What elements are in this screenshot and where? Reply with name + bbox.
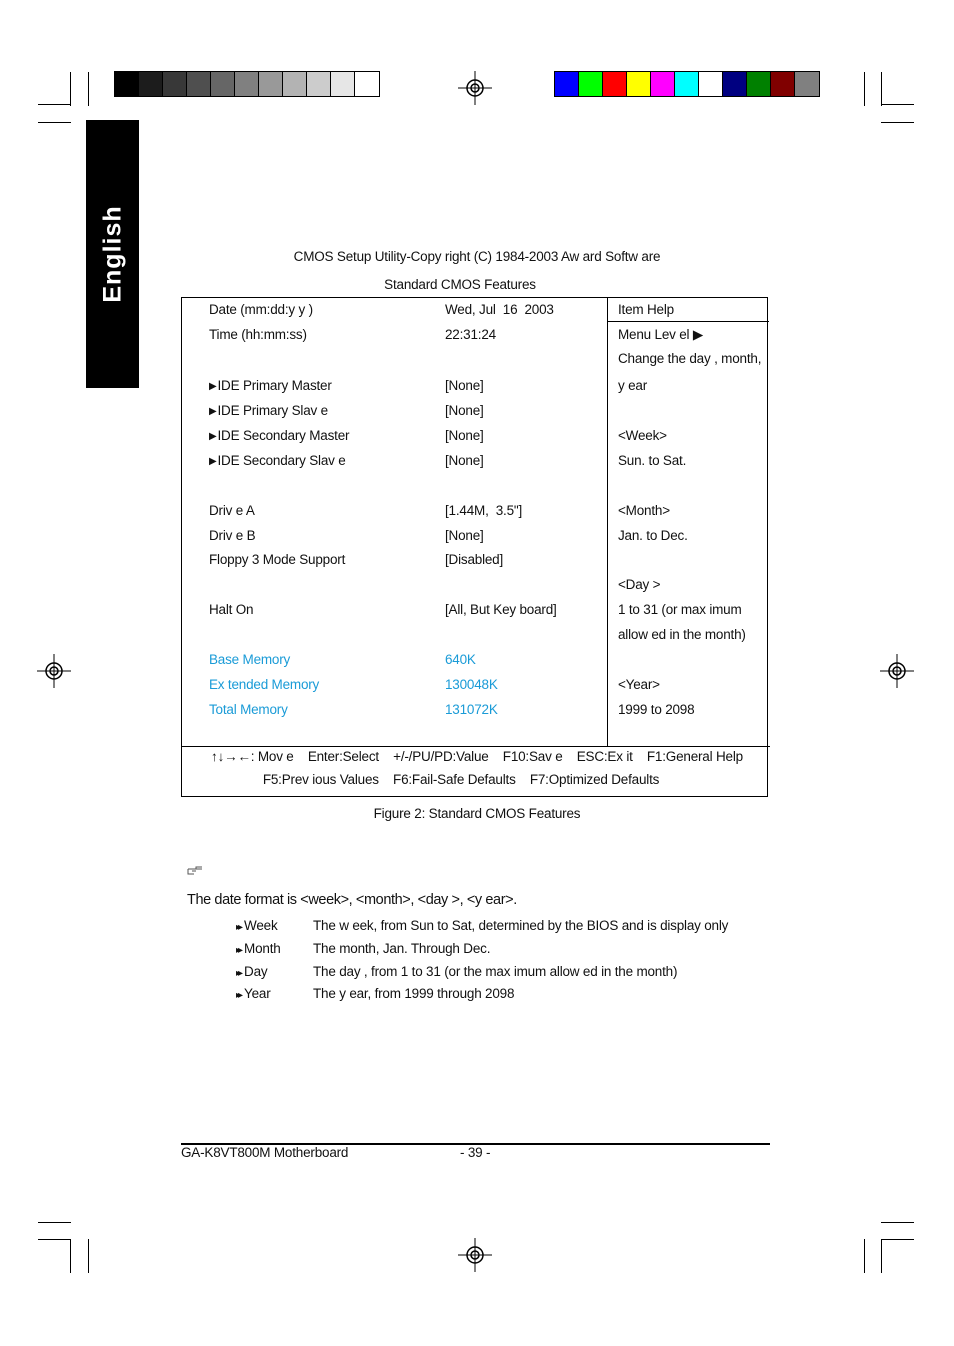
registration-mark-icon <box>880 654 914 688</box>
definition-term <box>236 941 281 956</box>
footer-page-number: - 39 - <box>460 1145 491 1160</box>
help-line: Change the day , month, <box>618 351 762 366</box>
setting-label-text: Ex tended Memory <box>209 677 320 692</box>
definition-term-text: Day <box>244 964 268 979</box>
help-line: <Week> <box>618 428 667 443</box>
setting-value[interactable]: [None] <box>445 428 484 443</box>
setting-label[interactable] <box>209 403 328 418</box>
double-arrow-bullet-icon: ▸▸ <box>236 968 241 979</box>
color-swatch <box>747 72 771 96</box>
color-swatch <box>211 72 235 96</box>
color-swatch <box>651 72 675 96</box>
color-swatch <box>699 72 723 96</box>
bios-page-title: Standard CMOS Features <box>384 277 536 292</box>
help-line: <Day > <box>618 577 661 592</box>
footer-model: GA-K8VT800M Motherboard <box>181 1145 349 1160</box>
item-help-title: Item Help <box>618 302 674 317</box>
date-format-intro: The date format is <week>, <month>, <day >, <y ear>. <box>187 892 517 908</box>
setting-label-text: Halt On <box>209 602 254 617</box>
setting-value[interactable]: [None] <box>445 403 484 418</box>
setting-value[interactable]: Wed, Jul 16 2003 <box>445 302 554 317</box>
color-swatch <box>115 72 139 96</box>
registration-mark-icon <box>458 1238 492 1272</box>
help-divider <box>607 297 608 747</box>
help-line: Sun. to Sat. <box>618 453 687 468</box>
definition-term-text: Year <box>244 986 271 1001</box>
definition-term <box>236 964 267 979</box>
color-swatch <box>355 72 379 96</box>
help-title-divider <box>607 321 769 322</box>
setting-label-text: IDE Primary Master <box>217 378 332 393</box>
help-line: 1999 to 2098 <box>618 702 695 717</box>
definition-description: The y ear, from 1999 through 2098 <box>313 986 515 1001</box>
color-swatch <box>331 72 355 96</box>
color-swatch <box>259 72 283 96</box>
setting-label-text: IDE Secondary Slav e <box>217 453 346 468</box>
key-legend-line-1: ↑↓→←: Mov e Enter:Select +/-/PU/PD:Value F10:Sav e ESC:Ex it F1:General Help <box>211 749 743 764</box>
double-arrow-bullet-icon: ▸▸ <box>236 922 241 933</box>
submenu-arrow-icon: ▶ <box>209 431 217 442</box>
color-swatch <box>579 72 603 96</box>
setting-label-text: Floppy 3 Mode Support <box>209 552 346 567</box>
definition-term-text: Week <box>244 918 278 933</box>
setting-label[interactable] <box>209 528 255 543</box>
color-swatch <box>675 72 699 96</box>
color-swatch <box>163 72 187 96</box>
submenu-arrow-icon: ▶ <box>209 406 217 417</box>
setting-label[interactable] <box>209 677 319 692</box>
color-swatch <box>723 72 747 96</box>
setting-value[interactable]: 22:31:24 <box>445 327 496 342</box>
help-line: <Year> <box>618 677 660 692</box>
setting-label[interactable] <box>209 302 313 317</box>
color-swatch <box>235 72 259 96</box>
keys-divider <box>181 746 770 747</box>
color-swatch <box>795 72 819 96</box>
setting-label-text: Driv e A <box>209 503 255 518</box>
help-line: Menu Lev el ▶ <box>618 327 704 342</box>
grayscale-color-bar <box>114 71 380 97</box>
setting-value[interactable]: [None] <box>445 378 484 393</box>
setting-value[interactable]: [1.44M, 3.5"] <box>445 503 523 518</box>
color-swatch <box>627 72 651 96</box>
setting-label[interactable] <box>209 327 307 342</box>
setting-value[interactable]: [None] <box>445 528 484 543</box>
setting-label[interactable] <box>209 503 255 518</box>
help-line: <Month> <box>618 503 670 518</box>
color-swatch <box>771 72 795 96</box>
color-swatch <box>555 72 579 96</box>
definition-description: The day , from 1 to 31 (or the max imum allow ed in the month) <box>313 964 678 979</box>
definition-term <box>236 986 271 1001</box>
help-line: allow ed in the month) <box>618 627 746 642</box>
setting-value[interactable]: 131072K <box>445 702 498 717</box>
setting-label-text: Total Memory <box>209 702 288 717</box>
figure-caption: Figure 2: Standard CMOS Features <box>373 806 581 821</box>
setting-label-text: Date (mm:dd:y y ) <box>209 302 313 317</box>
pointing-hand-icon <box>187 866 203 876</box>
setting-label-text: Driv e B <box>209 528 256 543</box>
key-legend-line-2: F5:Prev ious Values F6:Fail-Safe Defaults F7:Optimized Defaults <box>262 772 660 787</box>
definition-term-text: Month <box>244 941 281 956</box>
setting-value[interactable]: 130048K <box>445 677 498 692</box>
help-line: Jan. to Dec. <box>618 528 688 543</box>
setting-label-text: IDE Secondary Master <box>217 428 350 443</box>
help-line: 1 to 31 (or max imum <box>618 602 742 617</box>
double-arrow-bullet-icon: ▸▸ <box>236 945 241 956</box>
setting-value[interactable]: [Disabled] <box>445 552 504 567</box>
setting-label-text: IDE Primary Slav e <box>217 403 328 418</box>
definition-description: The month, Jan. Through Dec. <box>313 941 491 956</box>
color-swatch <box>603 72 627 96</box>
bios-utility-header: CMOS Setup Utility-Copy right (C) 1984-2003 Aw ard Softw are <box>293 249 661 264</box>
submenu-arrow-icon: ▶ <box>209 456 217 467</box>
color-swatch <box>283 72 307 96</box>
bios-screen <box>181 297 768 797</box>
color-swatch <box>187 72 211 96</box>
double-arrow-bullet-icon: ▸▸ <box>236 990 241 1001</box>
setting-label[interactable] <box>209 428 349 443</box>
setting-value[interactable]: [None] <box>445 453 484 468</box>
side-tab-label: English <box>98 205 126 303</box>
registration-mark-icon <box>458 71 492 105</box>
registration-mark-icon <box>37 654 71 688</box>
definition-term <box>236 918 278 933</box>
color-calibration-bar <box>554 71 820 97</box>
setting-label-text: Base Memory <box>209 652 291 667</box>
submenu-arrow-icon: ▶ <box>209 381 217 392</box>
color-swatch <box>307 72 331 96</box>
setting-label[interactable] <box>209 652 290 667</box>
setting-value[interactable]: [All, But Key board] <box>445 602 557 617</box>
help-line: y ear <box>618 378 648 393</box>
setting-label[interactable] <box>209 552 345 567</box>
color-swatch <box>139 72 163 96</box>
setting-value[interactable]: 640K <box>445 652 476 667</box>
setting-label[interactable] <box>209 602 253 617</box>
definition-description: The w eek, from Sun to Sat, determined by the BIOS and is display only <box>313 918 729 933</box>
setting-label[interactable] <box>209 378 332 393</box>
setting-label[interactable] <box>209 702 288 717</box>
setting-label-text: Time (hh:mm:ss) <box>209 327 307 342</box>
setting-label[interactable] <box>209 453 346 468</box>
